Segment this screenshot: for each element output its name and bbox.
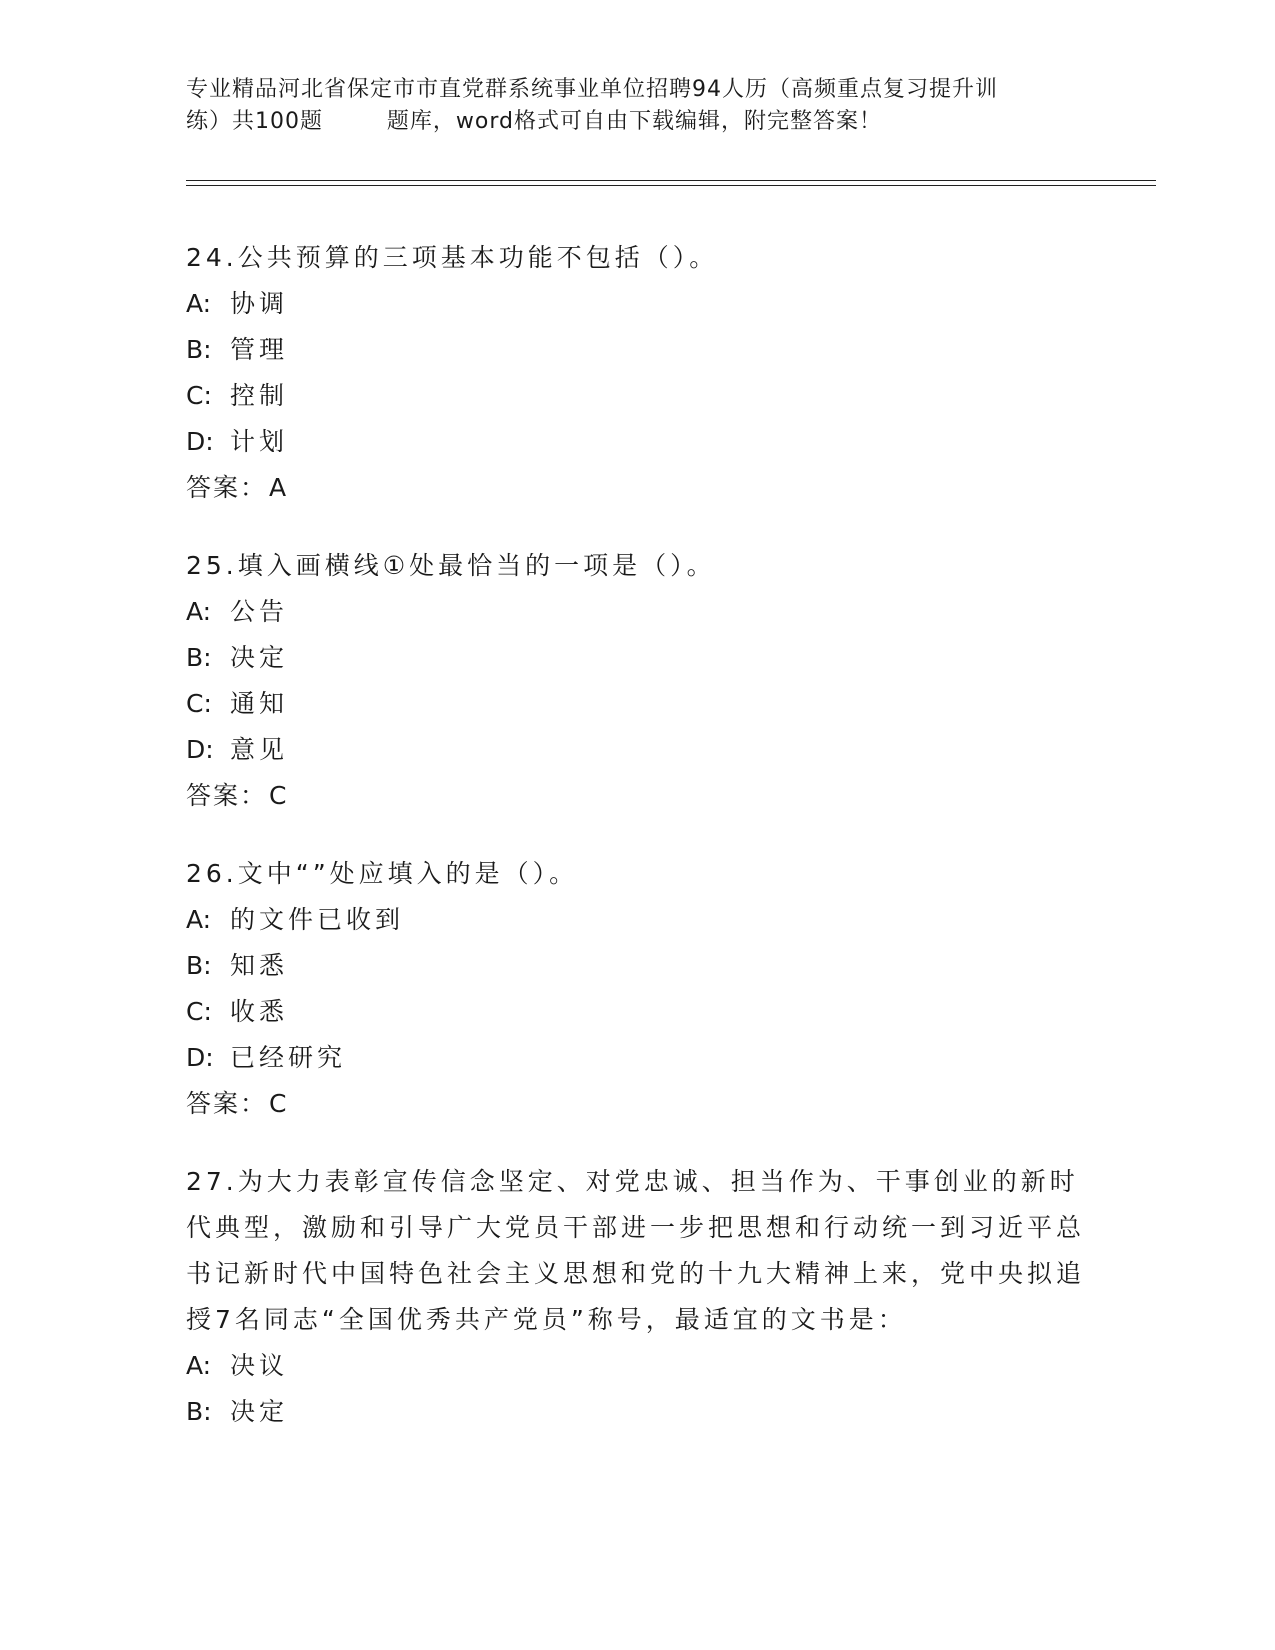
answer-label: 答案： <box>186 781 268 810</box>
document-header <box>186 74 1086 138</box>
question-27 <box>186 1159 1086 1435</box>
header-line-2: 练）共100题 题库，word格式可自由下载编辑，附完整答案！ <box>186 109 883 134</box>
option-b: B: 决定 <box>186 1397 289 1426</box>
option-c: C: 收悉 <box>186 997 289 1026</box>
question-stem: 24.公共预算的三项基本功能不包括（）。 <box>186 243 719 272</box>
option-a: A: 决议 <box>186 1351 289 1380</box>
header-divider-top <box>186 180 1156 181</box>
answer <box>186 773 1086 819</box>
question-stem: 25.填入画横线①处最恰当的一项是（）。 <box>186 551 716 580</box>
option-b: B: 知悉 <box>186 951 289 980</box>
option-d: D: 已经研究 <box>186 1043 347 1072</box>
header-line-1: 专业精品河北省保定市市直党群系统事业单位招聘94人历（高频重点复习提升训 <box>186 77 998 102</box>
answer-value: A <box>269 473 289 502</box>
question-24 <box>186 235 1086 511</box>
answer-label: 答案： <box>186 473 268 502</box>
option-c: C: 通知 <box>186 689 289 718</box>
question-stem: 27.为大力表彰宣传信念坚定、对党忠诚、担当作为、干事创业的新时代典型，激励和引导广大党员干部进一步把思想和行动统一到习近平总书记新时代中国特色社会主义思想和党的十九大精神上来，党中央拟追授7名同志“全国优秀共产党员”称号，最适宜的文书是： <box>186 1167 1086 1334</box>
question-25 <box>186 543 1086 819</box>
header-divider-bottom <box>186 185 1156 186</box>
answer <box>186 1081 1086 1127</box>
answer-value: C <box>269 1089 289 1118</box>
option-a: A: 公告 <box>186 597 289 626</box>
option-c: C: 控制 <box>186 381 289 410</box>
answer-value: C <box>269 781 289 810</box>
answer-label: 答案： <box>186 1089 268 1118</box>
question-26 <box>186 851 1086 1127</box>
question-stem: 26.文中“”处应填入的是（）。 <box>186 859 579 888</box>
question-list <box>186 235 1086 1467</box>
answer <box>186 465 1086 511</box>
option-b: B: 管理 <box>186 335 289 364</box>
option-a: A: 协调 <box>186 289 289 318</box>
option-b: B: 决定 <box>186 643 289 672</box>
option-d: D: 计划 <box>186 427 289 456</box>
option-a: A: 的文件已收到 <box>186 905 405 934</box>
option-d: D: 意见 <box>186 735 289 764</box>
